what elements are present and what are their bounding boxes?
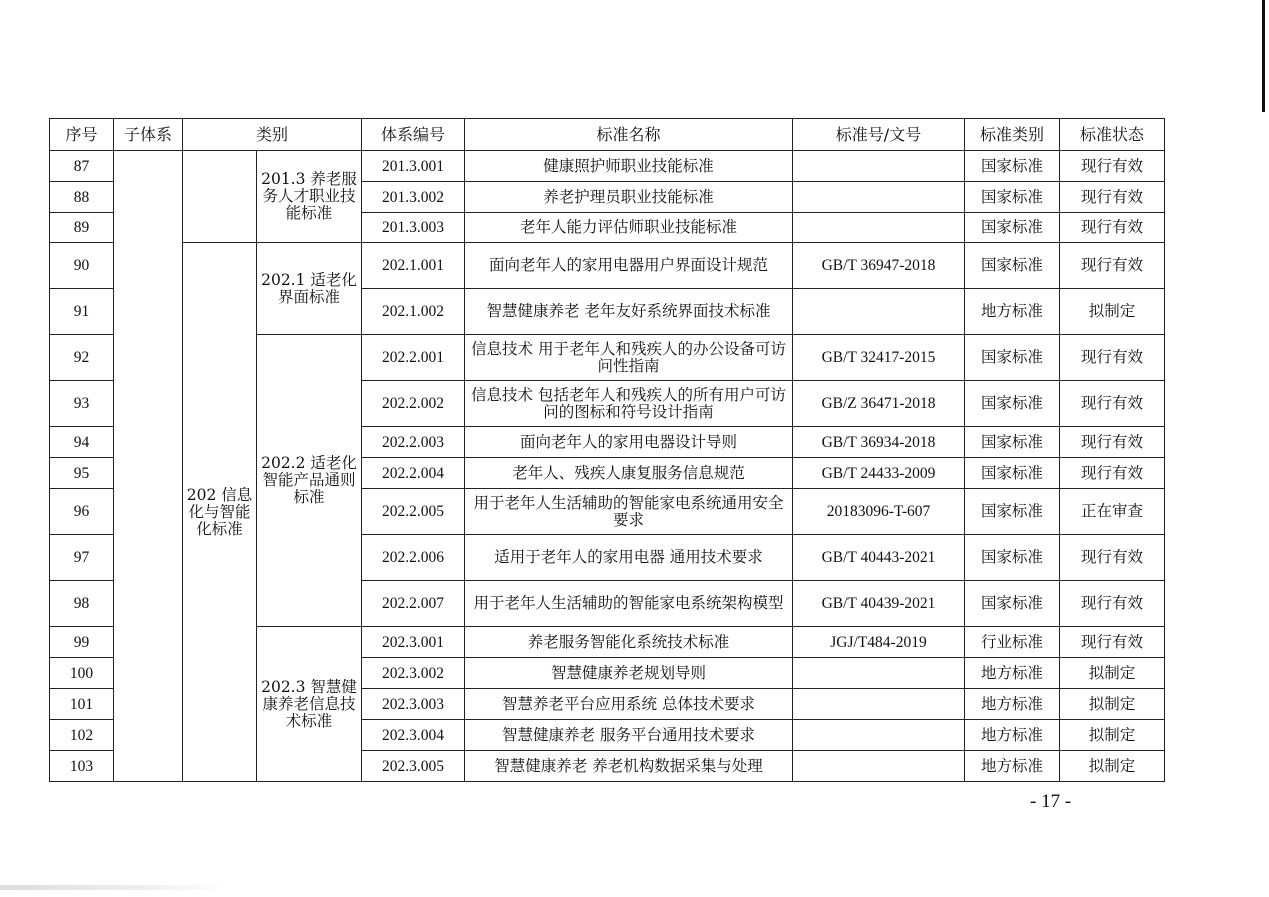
cell-name: 智慧健康养老 老年友好系统界面技术标准 <box>465 289 793 335</box>
header-name: 标准名称 <box>465 119 793 151</box>
cell-status: 拟制定 <box>1060 658 1165 689</box>
cell-code: 201.3.003 <box>362 213 465 243</box>
cell-status: 现行有效 <box>1060 427 1165 458</box>
cell-number: GB/T 40439-2021 <box>793 581 965 627</box>
group-cell-blank <box>183 151 257 243</box>
cell-status: 拟制定 <box>1060 689 1165 720</box>
cell-status: 现行有效 <box>1060 535 1165 581</box>
cell-code: 202.2.007 <box>362 581 465 627</box>
header-seq: 序号 <box>50 119 114 151</box>
cell-code: 202.3.002 <box>362 658 465 689</box>
cell-name: 信息技术 用于老年人和残疾人的办公设备可访问性指南 <box>465 335 793 381</box>
cell-name: 面向老年人的家用电器用户界面设计规范 <box>465 243 793 289</box>
cell-status: 现行有效 <box>1060 381 1165 427</box>
cell-type: 国家标准 <box>965 151 1060 182</box>
cell-type: 国家标准 <box>965 381 1060 427</box>
table-row <box>50 243 1165 289</box>
category-202: 202 信息化与智能化标准 <box>183 243 257 782</box>
cell-status: 现行有效 <box>1060 458 1165 489</box>
cell-status: 现行有效 <box>1060 182 1165 213</box>
cell-seq: 102 <box>50 720 114 751</box>
header-code: 体系编号 <box>362 119 465 151</box>
cell-seq: 99 <box>50 627 114 658</box>
cell-type: 地方标准 <box>965 289 1060 335</box>
cell-seq: 88 <box>50 182 114 213</box>
cell-code: 202.2.002 <box>362 381 465 427</box>
cell-status: 拟制定 <box>1060 720 1165 751</box>
cell-name: 面向老年人的家用电器设计导则 <box>465 427 793 458</box>
cell-code: 202.2.003 <box>362 427 465 458</box>
subcategory-201-3: 201.3 养老服务人才职业技能标准 <box>257 151 362 243</box>
cell-type: 国家标准 <box>965 213 1060 243</box>
cell-name: 养老服务智能化系统技术标准 <box>465 627 793 658</box>
cell-seq: 94 <box>50 427 114 458</box>
header-number: 标准号/文号 <box>793 119 965 151</box>
cell-status: 现行有效 <box>1060 627 1165 658</box>
cell-code: 202.2.004 <box>362 458 465 489</box>
cell-number: GB/T 36934-2018 <box>793 427 965 458</box>
cell-status: 拟制定 <box>1060 751 1165 782</box>
cell-type: 国家标准 <box>965 581 1060 627</box>
cell-code: 201.3.002 <box>362 182 465 213</box>
cell-name: 智慧健康养老 服务平台通用技术要求 <box>465 720 793 751</box>
cell-status: 现行有效 <box>1060 243 1165 289</box>
header-category: 类别 <box>183 119 362 151</box>
cell-type: 地方标准 <box>965 751 1060 782</box>
cell-status: 现行有效 <box>1060 151 1165 182</box>
standards-table <box>49 118 1165 782</box>
page-number: - 17 - <box>1030 791 1072 812</box>
cell-status: 拟制定 <box>1060 289 1165 335</box>
cell-type: 国家标准 <box>965 182 1060 213</box>
subcategory-202-2: 202.2 适老化智能产品通则标准 <box>257 335 362 627</box>
cell-code: 202.3.001 <box>362 627 465 658</box>
cell-number: GB/T 24433-2009 <box>793 458 965 489</box>
header-type: 标准类别 <box>965 119 1060 151</box>
cell-number <box>793 289 965 335</box>
cell-type: 地方标准 <box>965 720 1060 751</box>
cell-name: 用于老年人生活辅助的智能家电系统架构模型 <box>465 581 793 627</box>
cell-code: 202.2.001 <box>362 335 465 381</box>
subsystem-cell <box>114 151 183 782</box>
cell-seq: 101 <box>50 689 114 720</box>
cell-name: 健康照护师职业技能标准 <box>465 151 793 182</box>
cell-code: 202.2.006 <box>362 535 465 581</box>
cell-number: 20183096-T-607 <box>793 489 965 535</box>
cell-number: JGJ/T484-2019 <box>793 627 965 658</box>
cell-seq: 103 <box>50 751 114 782</box>
subcategory-202-3: 202.3 智慧健康养老信息技术标准 <box>257 627 362 782</box>
cell-status: 现行有效 <box>1060 213 1165 243</box>
scan-artifact <box>0 885 230 890</box>
cell-name: 智慧健康养老规划导则 <box>465 658 793 689</box>
cell-type: 国家标准 <box>965 427 1060 458</box>
cell-seq: 92 <box>50 335 114 381</box>
cell-number: GB/T 36947-2018 <box>793 243 965 289</box>
cell-number <box>793 658 965 689</box>
cell-name: 老年人、残疾人康复服务信息规范 <box>465 458 793 489</box>
cell-number <box>793 182 965 213</box>
cell-code: 202.3.003 <box>362 689 465 720</box>
cell-code: 202.1.001 <box>362 243 465 289</box>
cell-name: 智慧养老平台应用系统 总体技术要求 <box>465 689 793 720</box>
cell-type: 行业标准 <box>965 627 1060 658</box>
table-row <box>50 151 1165 182</box>
page-edge-line <box>1262 0 1265 112</box>
cell-name: 信息技术 包括老年人和残疾人的所有用户可访问的图标和符号设计指南 <box>465 381 793 427</box>
cell-code: 202.3.004 <box>362 720 465 751</box>
cell-number: GB/T 32417-2015 <box>793 335 965 381</box>
header-status: 标准状态 <box>1060 119 1165 151</box>
cell-name: 智慧健康养老 养老机构数据采集与处理 <box>465 751 793 782</box>
cell-seq: 87 <box>50 151 114 182</box>
cell-seq: 89 <box>50 213 114 243</box>
cell-code: 201.3.001 <box>362 151 465 182</box>
cell-status: 正在审查 <box>1060 489 1165 535</box>
cell-seq: 96 <box>50 489 114 535</box>
header-subsystem: 子体系 <box>114 119 183 151</box>
cell-seq: 97 <box>50 535 114 581</box>
cell-number <box>793 751 965 782</box>
cell-code: 202.2.005 <box>362 489 465 535</box>
cell-name: 适用于老年人的家用电器 通用技术要求 <box>465 535 793 581</box>
cell-type: 国家标准 <box>965 489 1060 535</box>
cell-type: 地方标准 <box>965 658 1060 689</box>
cell-seq: 90 <box>50 243 114 289</box>
cell-number: GB/T 40443-2021 <box>793 535 965 581</box>
cell-type: 国家标准 <box>965 458 1060 489</box>
subcategory-202-1: 202.1 适老化界面标准 <box>257 243 362 335</box>
cell-seq: 100 <box>50 658 114 689</box>
cell-number: GB/Z 36471-2018 <box>793 381 965 427</box>
cell-seq: 93 <box>50 381 114 427</box>
cell-type: 国家标准 <box>965 243 1060 289</box>
cell-seq: 95 <box>50 458 114 489</box>
cell-status: 现行有效 <box>1060 581 1165 627</box>
cell-code: 202.3.005 <box>362 751 465 782</box>
cell-seq: 91 <box>50 289 114 335</box>
cell-seq: 98 <box>50 581 114 627</box>
cell-code: 202.1.002 <box>362 289 465 335</box>
cell-type: 国家标准 <box>965 335 1060 381</box>
cell-type: 国家标准 <box>965 535 1060 581</box>
table-body <box>50 151 1165 782</box>
cell-number <box>793 720 965 751</box>
cell-name: 老年人能力评估师职业技能标准 <box>465 213 793 243</box>
table-header <box>50 119 1165 151</box>
cell-number <box>793 151 965 182</box>
cell-name: 用于老年人生活辅助的智能家电系统通用安全要求 <box>465 489 793 535</box>
cell-status: 现行有效 <box>1060 335 1165 381</box>
cell-number <box>793 689 965 720</box>
cell-number <box>793 213 965 243</box>
cell-name: 养老护理员职业技能标准 <box>465 182 793 213</box>
cell-type: 地方标准 <box>965 689 1060 720</box>
